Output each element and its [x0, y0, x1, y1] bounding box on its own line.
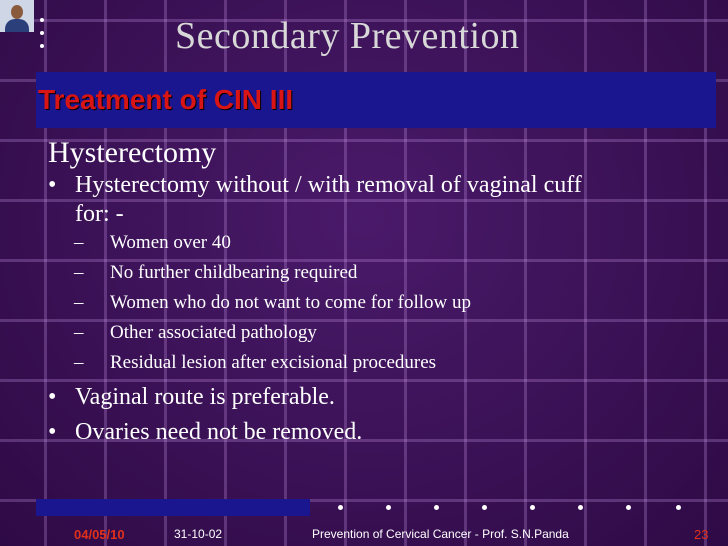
- sub-item-text: Other associated pathology: [110, 322, 317, 343]
- footer-caption: Prevention of Cervical Cancer - Prof. S.N.Panda: [312, 527, 569, 541]
- bullet-icon: •: [48, 384, 57, 410]
- dash-icon: –: [74, 292, 84, 313]
- footer-dot: [434, 505, 439, 510]
- slide-title: Secondary Prevention: [175, 15, 520, 57]
- slide-number: 23: [694, 527, 709, 542]
- dash-icon: –: [74, 352, 84, 373]
- footer-dot: [482, 505, 487, 510]
- footer-dot: [386, 505, 391, 510]
- footer-date: 04/05/10: [74, 527, 125, 542]
- footer-dot: [530, 505, 535, 510]
- sub-item-text: No further childbearing required: [110, 262, 358, 283]
- footer-dot: [626, 505, 631, 510]
- footer-dot: [676, 505, 681, 510]
- sub-item-text: Residual lesion after excisional procedures: [110, 352, 437, 373]
- section-heading: Hysterectomy: [48, 136, 217, 169]
- footer-dot: [338, 505, 343, 510]
- footer-date-secondary: 31-10-02: [174, 527, 223, 541]
- presenter-avatar: [0, 0, 34, 32]
- dash-icon: –: [74, 262, 84, 283]
- sub-item-text: Women over 40: [110, 232, 231, 253]
- slide-subtitle: Treatment of CIN III: [38, 84, 294, 115]
- footer-bar: [36, 499, 310, 516]
- bullet-icon: •: [48, 419, 57, 445]
- avatar-body: [5, 19, 29, 32]
- bullet-icon: •: [48, 172, 57, 198]
- bullet-text: Hysterectomy without / with removal of vaginal cuff: [75, 172, 582, 198]
- footer-dot: [578, 505, 583, 510]
- sub-item-text: Women who do not want to come for follow up: [110, 292, 471, 313]
- bullet-text: Ovaries need not be removed.: [75, 419, 363, 445]
- dash-icon: –: [74, 232, 84, 253]
- bullet-text: Vaginal route is preferable.: [75, 384, 335, 410]
- avatar-head: [11, 5, 23, 19]
- bullet-text: for: -: [75, 201, 124, 227]
- vertical-dots-decoration: [40, 18, 46, 57]
- dash-icon: –: [74, 322, 84, 343]
